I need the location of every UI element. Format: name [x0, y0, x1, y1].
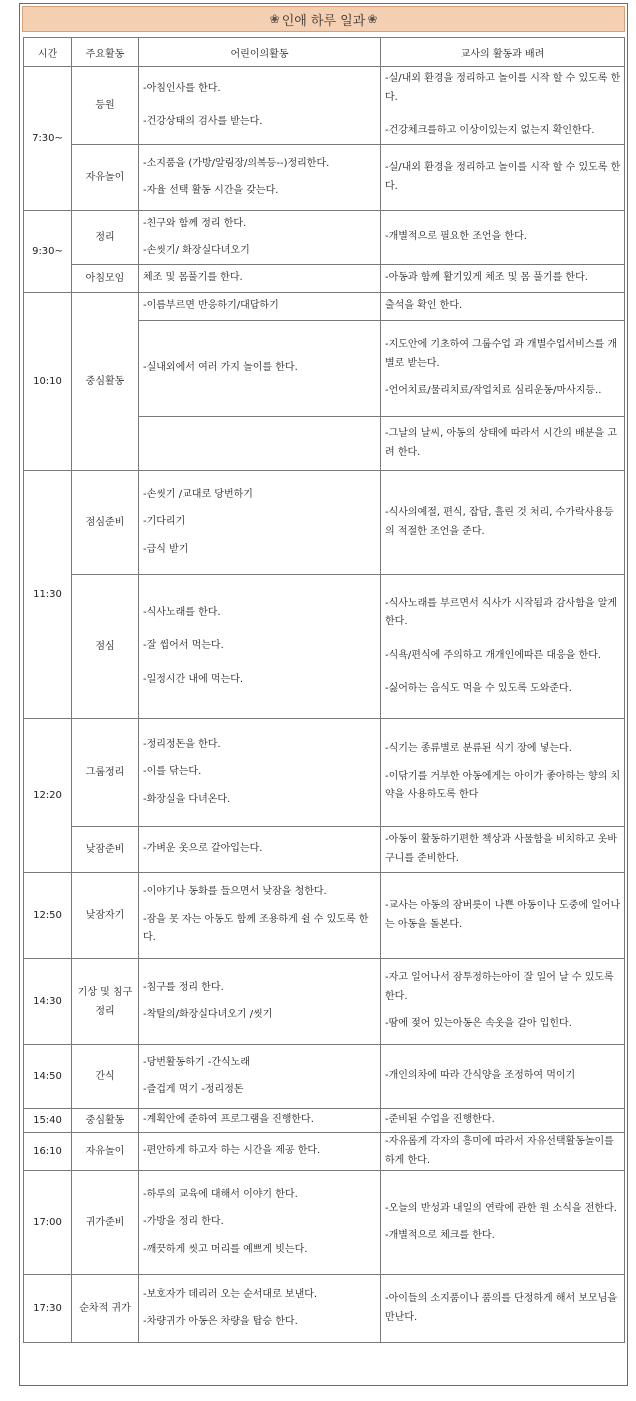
- table-row: [24, 211, 625, 265]
- child-activity-cell-line: -기다리기: [143, 516, 186, 528]
- teacher-activity-cell-line: -그날의 날씨, 아동의 상태에 따라서 시간의 배분을 고려 한다.: [385, 428, 617, 458]
- child-activity-cell-line: -건강상태의 검사를 받는다.: [143, 116, 263, 127]
- table-row: [24, 471, 625, 575]
- time-cell: 10:10: [24, 293, 72, 471]
- activity-cell: 중심활동: [72, 293, 139, 471]
- child-activity-cell: [139, 1045, 381, 1109]
- teacher-activity-cell: [381, 265, 625, 293]
- child-activity-cell-line: -식사노래를 한다.: [143, 606, 221, 618]
- teacher-activity-cell: [381, 211, 625, 265]
- time-cell: 15:40: [24, 1109, 72, 1133]
- schedule-title: [22, 6, 625, 32]
- child-activity-cell: [139, 1171, 381, 1275]
- time-cell: 16:10: [24, 1133, 72, 1171]
- child-activity-cell: [139, 145, 381, 211]
- teacher-activity-cell-line: -오늘의 반성과 내일의 연락에 관한 원 소식을 전한다.: [385, 1202, 617, 1214]
- header-time: 시간: [24, 38, 72, 67]
- activity-cell: 기상 및 침구정리: [72, 959, 139, 1045]
- teacher-activity-cell: [381, 145, 625, 211]
- child-activity-cell-line: -착탈의/화장실다녀오기 /씻기: [143, 1009, 273, 1020]
- child-activity-cell-line: -당번활동하기 -간식노래: [143, 1056, 250, 1068]
- child-activity-cell-line: -가벼운 옷으로 갈아입는다.: [143, 843, 263, 855]
- table-row: [24, 1171, 625, 1275]
- table-row: [24, 827, 625, 873]
- teacher-activity-cell-line: -실/내외 환경을 정리하고 놀이를 시작 할 수 있도록 한다.: [385, 162, 621, 192]
- teacher-activity-cell: [381, 1275, 625, 1343]
- child-activity-cell-line: -하루의 교육에 대해서 이야기 한다.: [143, 1188, 298, 1200]
- teacher-activity-cell-line: -이닦기를 거부한 아동에게는 아이가 좋아하는 향의 치약을 사용하도록 한다: [385, 770, 621, 801]
- child-activity-cell: [139, 1133, 381, 1171]
- table-row: [24, 145, 625, 211]
- table-row: [24, 1045, 625, 1109]
- child-activity-cell-line: -차량귀가 아동은 차량을 탑승 한다.: [143, 1316, 298, 1327]
- teacher-activity-cell: [381, 293, 625, 321]
- teacher-activity-cell: [381, 1171, 625, 1275]
- activity-cell: 순차적 귀가: [72, 1275, 139, 1343]
- activity-cell: 자유놀이: [72, 145, 139, 211]
- child-activity-cell-line: -소지품을 (가방/알림장/의복등--)정리한다.: [143, 157, 330, 169]
- teacher-activity-cell-line: -언어치료/물리치료/작업치료 심리운동/마사지등..: [385, 385, 602, 397]
- teacher-activity-cell: [381, 873, 625, 959]
- time-cell: 14:30: [24, 959, 72, 1045]
- teacher-activity-cell-line: -개별적으로 체크를 한다.: [385, 1230, 495, 1241]
- teacher-activity-cell: [381, 575, 625, 719]
- child-activity-cell-line: -이야기나 동화를 들으면서 낮잠을 청한다.: [143, 886, 327, 898]
- schedule-body: [24, 67, 625, 1343]
- activity-cell: 정리: [72, 211, 139, 265]
- child-activity-cell-line: -실내외에서 여러 가지 놀이를 한다.: [143, 362, 298, 374]
- child-activity-cell-line: -급식 받기: [143, 543, 189, 555]
- teacher-activity-cell-line: -교사는 아동의 잠버릇이 나쁜 아동이나 도중에 일어나는 아동을 돌본다.: [385, 900, 621, 930]
- table-header-row: [24, 38, 625, 67]
- child-activity-cell-line: -잠을 못 자는 아동도 함께 조용하게 쉴 수 있도록 한다.: [143, 913, 369, 944]
- flower-icon: ❀: [367, 12, 378, 26]
- teacher-activity-cell: [381, 959, 625, 1045]
- activity-cell: 등원: [72, 67, 139, 145]
- activity-cell: 자유놀이: [72, 1133, 139, 1171]
- child-activity-cell: [139, 575, 381, 719]
- header-activity: 주요활동: [72, 38, 139, 67]
- child-activity-cell-line: -친구와 함께 정리 한다.: [143, 217, 247, 229]
- teacher-activity-cell-line: -실/내외 환경을 정리하고 놀이를 시작 할 수 있도록 한다.: [385, 73, 621, 103]
- child-activity-cell-line: -즐겁게 먹기 -정리정돈: [143, 1084, 244, 1095]
- teacher-activity-cell-line: -땀에 젖어 있는아동은 속옷을 갈아 입힌다.: [385, 1018, 572, 1030]
- child-activity-cell: [139, 719, 381, 827]
- activity-cell: 낮잠준비: [72, 827, 139, 873]
- teacher-activity-cell-line: -식사의예절, 편식, 잡담, 흘린 것 처리, 수가락사용등의 적절한 조언을 준다.: [385, 507, 614, 537]
- child-activity-cell-line: -보호자가 데리러 오는 순서대로 보낸다.: [143, 1288, 318, 1300]
- child-activity-cell-line: -침구를 정리 한다.: [143, 981, 224, 993]
- child-activity-cell: [139, 417, 381, 471]
- teacher-activity-cell-line: -아동이 활동하기편한 책상과 사물함을 비치하고 옷바구니를 준비한다.: [385, 834, 618, 864]
- schedule-title-text: 인애 하루 일과: [281, 13, 366, 29]
- child-activity-cell-line: -잘 씹어서 먹는다.: [143, 640, 224, 652]
- child-activity-cell: [139, 827, 381, 873]
- table-row: [24, 265, 625, 293]
- time-cell: 7:30~: [24, 67, 72, 211]
- child-activity-cell-line: -깨끗하게 씻고 머리를 예쁘게 빗는다.: [143, 1243, 308, 1255]
- child-activity-cell-line: -정리정돈을 한다.: [143, 738, 221, 750]
- child-activity-cell-line: -화장실을 다녀온다.: [143, 793, 231, 805]
- child-activity-cell: [139, 471, 381, 575]
- teacher-activity-cell: [381, 719, 625, 827]
- teacher-activity-cell: [381, 321, 625, 417]
- teacher-activity-cell: [381, 471, 625, 575]
- child-activity-cell-line: -아침인사를 한다.: [143, 82, 221, 94]
- time-cell: 12:50: [24, 873, 72, 959]
- child-activity-cell: [139, 959, 381, 1045]
- teacher-activity-cell: [381, 827, 625, 873]
- teacher-activity-cell-line: -아이들의 소지품이나 품의를 단정하게 해서 보모님을 만난다.: [385, 1293, 618, 1323]
- time-cell: 9:30~: [24, 211, 72, 293]
- child-activity-cell-line: 체조 및 몸풀기를 한다.: [143, 272, 243, 284]
- teacher-activity-cell-line: -개별적으로 필요한 조언을 한다.: [385, 231, 527, 243]
- teacher-activity-cell-line: -준비된 수업을 진행한다.: [385, 1114, 495, 1126]
- table-row: [24, 1133, 625, 1171]
- teacher-activity-cell-line: -식사노래를 부르면서 식사가 시작됨과 감사함을 알게 한다.: [385, 597, 618, 627]
- header-child-activity: 어린이의활동: [139, 38, 381, 67]
- child-activity-cell: [139, 211, 381, 265]
- teacher-activity-cell-line: -지도안에 기초하여 그룹수업 과 개별수업서비스를 개별로 받는다.: [385, 339, 618, 369]
- time-cell: 12:20: [24, 719, 72, 873]
- activity-cell: 중심활동: [72, 1109, 139, 1133]
- table-row: [24, 67, 625, 145]
- child-activity-cell: [139, 293, 381, 321]
- activity-cell: 그룹정리: [72, 719, 139, 827]
- teacher-activity-cell-line: -식욕/편식에 주의하고 개개인에따른 대응을 한다.: [385, 649, 602, 661]
- teacher-activity-cell-line: -싫어하는 음식도 먹을 수 있도록 도와준다.: [385, 683, 572, 694]
- activity-cell: 아침모임: [72, 265, 139, 293]
- activity-cell: 점심준비: [72, 471, 139, 575]
- table-row: [24, 873, 625, 959]
- daily-schedule-table: [23, 37, 625, 1343]
- time-cell: 11:30: [24, 471, 72, 719]
- teacher-activity-cell: [381, 417, 625, 471]
- child-activity-cell-line: -자율 선택 활동 시간을 갖는다.: [143, 185, 279, 196]
- child-activity-cell: [139, 321, 381, 417]
- teacher-activity-cell-line: -자고 일어나서 잠투정하는아이 잘 일어 날 수 있도록 한다.: [385, 972, 614, 1002]
- header-teacher-activity: 교사의 활동과 배려: [381, 38, 625, 67]
- time-cell: 14:50: [24, 1045, 72, 1109]
- child-activity-cell: [139, 265, 381, 293]
- teacher-activity-cell-line: -자유롭게 각자의 흥미에 따라서 자유선택활동놀이를 하게 한다.: [385, 1136, 614, 1166]
- teacher-activity-cell: [381, 1133, 625, 1171]
- table-row: [24, 293, 625, 321]
- table-row: [24, 959, 625, 1045]
- activity-cell: 간식: [72, 1045, 139, 1109]
- teacher-activity-cell-line: -식기는 종류별로 분류된 식기 장에 넣는다.: [385, 743, 572, 755]
- child-activity-cell-line: -이름부르면 반응하기/대답하기: [143, 300, 279, 312]
- activity-cell: 귀가준비: [72, 1171, 139, 1275]
- child-activity-cell: [139, 67, 381, 145]
- table-row: [24, 1275, 625, 1343]
- table-row: [24, 719, 625, 827]
- child-activity-cell-line: -이를 닦는다.: [143, 766, 202, 778]
- flower-icon: ❀: [269, 12, 280, 26]
- child-activity-cell-line: -손씻기/ 화장실다녀오기: [143, 245, 250, 256]
- time-cell: 17:30: [24, 1275, 72, 1343]
- child-activity-cell: [139, 1109, 381, 1133]
- teacher-activity-cell-line: -아동과 함께 활기있게 체조 및 몸 풀기를 한다.: [385, 272, 588, 284]
- child-activity-cell-line: -계획안에 준하여 프로그램을 진행한다.: [143, 1114, 314, 1126]
- activity-cell: 낮잠자기: [72, 873, 139, 959]
- child-activity-cell: [139, 873, 381, 959]
- activity-cell: 점심: [72, 575, 139, 719]
- child-activity-cell-line: -편안하게 하고자 하는 시간을 제공 한다.: [143, 1145, 321, 1157]
- child-activity-cell-line: -일정시간 내에 먹는다.: [143, 673, 244, 685]
- teacher-activity-cell-line: -건강체크를하고 이상이있는지 없는지 확인한다.: [385, 125, 595, 137]
- teacher-activity-cell-line: 출석을 확인 한다.: [385, 300, 463, 312]
- teacher-activity-cell: [381, 1109, 625, 1133]
- teacher-activity-cell: [381, 67, 625, 145]
- table-row: [24, 1109, 625, 1133]
- child-activity-cell-line: -가방을 정리 한다.: [143, 1216, 224, 1228]
- teacher-activity-cell-line: -개인의차에 따라 간식양을 조정하여 먹이기: [385, 1070, 576, 1082]
- time-cell: 17:00: [24, 1171, 72, 1275]
- child-activity-cell-line: -손씻기 /교대로 당번하기: [143, 488, 253, 500]
- teacher-activity-cell: [381, 1045, 625, 1109]
- table-row: [24, 575, 625, 719]
- child-activity-cell: [139, 1275, 381, 1343]
